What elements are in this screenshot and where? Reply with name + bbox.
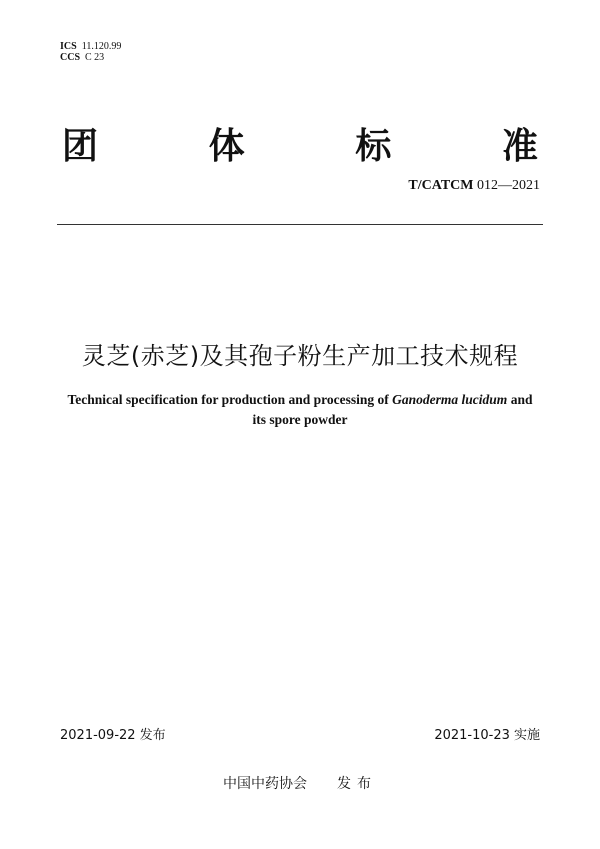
publisher-action: 发布: [337, 776, 377, 792]
heading-char: 体: [208, 126, 245, 167]
title-chinese: 灵芝(赤芝)及其孢子粉生产加工技术规程: [81, 342, 519, 370]
publisher-name: 中国中药协会: [223, 776, 307, 792]
ccs-code: [60, 52, 121, 63]
standard-number: [408, 178, 540, 194]
ics-value: 11.120.99: [81, 41, 122, 52]
standard-number-value: 012—2021: [477, 178, 540, 193]
implement-date: 2021-10-23 实施: [434, 728, 540, 743]
ccs-value: C 23: [85, 52, 105, 63]
ics-label: ICS: [60, 41, 77, 52]
ccs-label: CCS: [60, 52, 81, 63]
heading-char: 团: [62, 126, 99, 167]
classification-codes: [60, 41, 121, 63]
document-type-heading: [62, 118, 538, 169]
title-en-part1: Technical specification for production and processing of: [67, 392, 393, 407]
publish-date: 2021-09-22 发布: [60, 728, 166, 743]
publisher: [0, 773, 600, 793]
heading-char: 标: [355, 126, 392, 167]
title-english: [60, 390, 540, 430]
title-en-species: Ganoderma lucidum: [392, 392, 508, 407]
divider: [57, 224, 543, 225]
ics-code: [60, 41, 121, 52]
standard-prefix: T/CATCM: [408, 178, 474, 193]
title-en-part2: and its spore powder: [252, 392, 533, 427]
heading-char: 准: [501, 126, 538, 167]
